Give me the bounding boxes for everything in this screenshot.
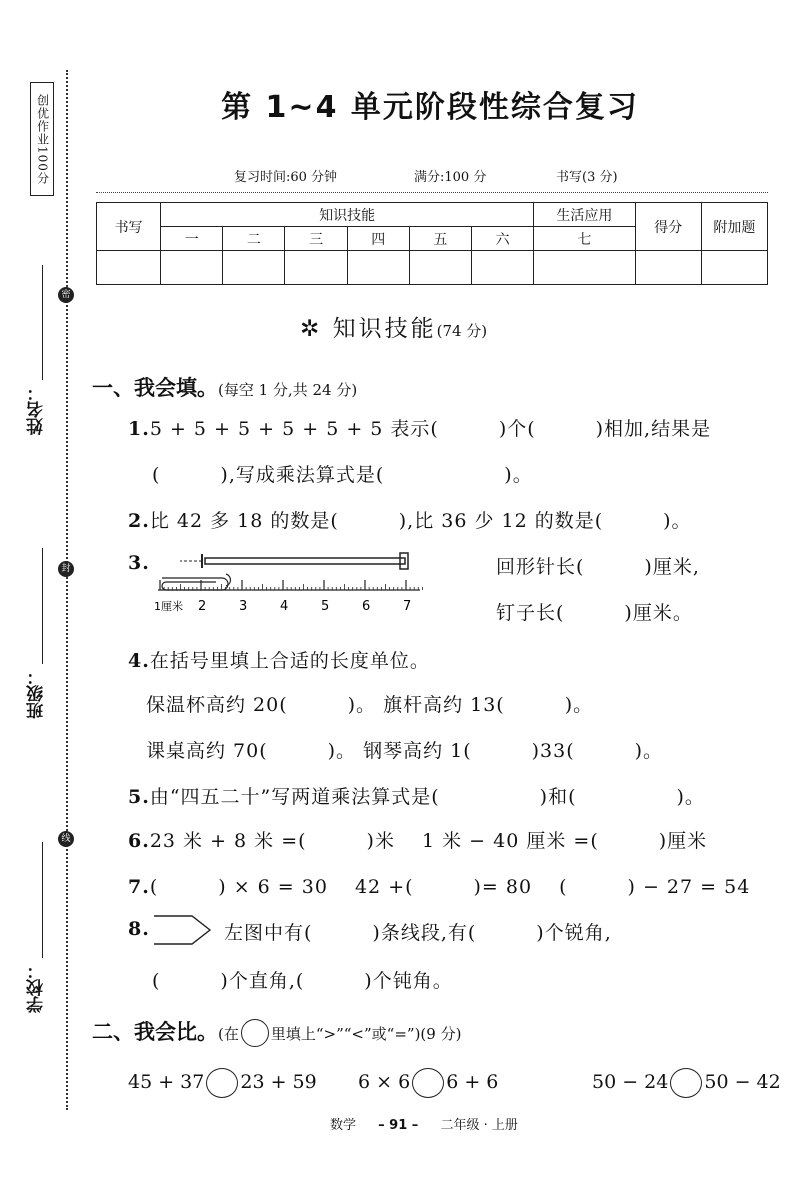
writing-score: 书写(3 分) <box>556 170 618 185</box>
ruler-tick-4: 4 <box>280 599 289 614</box>
question-1-cont: ( ),写成乘法算式是( )。 <box>152 464 533 486</box>
question-8-cont: ( )个直角,( )个钝角。 <box>152 970 453 992</box>
score-cell[interactable] <box>534 251 636 285</box>
name-label: 姓名： <box>27 384 47 435</box>
score-cell[interactable] <box>701 251 767 285</box>
compare-1-circle[interactable] <box>206 1068 238 1098</box>
col-q1: 一 <box>161 227 223 251</box>
col-score: 得分 <box>635 203 701 251</box>
col-knowledge: 知识技能 <box>161 203 534 227</box>
compare-2 <box>358 1068 498 1098</box>
ruler-tick-2: 2 <box>198 599 207 614</box>
part1-note: (每空 1 分,共 24 分) <box>218 381 358 399</box>
col-q3: 三 <box>285 227 347 251</box>
compare-1-left: 45 + 37 <box>128 1071 205 1093</box>
page-title: 第 1~4 单元阶段性综合复习 <box>221 90 639 125</box>
q8-number: 8. <box>128 918 150 940</box>
compare-circle-icon <box>241 1019 269 1047</box>
ruler-figure <box>150 548 430 618</box>
compare-3-circle[interactable] <box>670 1068 702 1098</box>
school-field-line[interactable] <box>42 842 43 958</box>
binding-dotted-line <box>66 70 68 1110</box>
col-q6: 六 <box>472 227 534 251</box>
col-q5: 五 <box>409 227 471 251</box>
question-8-text: 左图中有( )条线段,有( )个锐角, <box>224 922 612 944</box>
name-field-line[interactable] <box>42 265 43 380</box>
part1-title: 一、我会填。 <box>92 376 218 400</box>
compare-2-right: 6 + 6 <box>446 1071 499 1093</box>
col-life: 生活应用 <box>534 203 636 227</box>
compare-3 <box>592 1068 781 1098</box>
q5-text: 由“四五二十”写两道乘法算式是( )和( )。 <box>149 786 705 808</box>
score-cell[interactable] <box>97 251 161 285</box>
score-cell[interactable] <box>635 251 701 285</box>
footer-page-number: – 91 – <box>378 1118 419 1133</box>
q7-text: ( ) × 6 = 30 42 +( )= 80 ( ) − 27 = 54 <box>149 876 751 898</box>
q3-number: 3. <box>128 552 150 574</box>
q5-number: 5. <box>128 786 150 808</box>
score-cell[interactable] <box>161 251 223 285</box>
question-4-line1: 保温杯高约 20( )。 旗杆高约 13( )。 <box>146 694 594 716</box>
q4-text: 在括号里填上合适的长度单位。 <box>149 650 430 672</box>
ruler-tick-5: 5 <box>321 599 330 614</box>
part2-note-a: (在 <box>218 1025 239 1043</box>
full-score: 满分:100 分 <box>414 170 487 185</box>
score-cell[interactable] <box>223 251 285 285</box>
part1-heading <box>92 372 357 402</box>
header-divider <box>96 192 768 193</box>
col-writing: 书写 <box>97 203 161 251</box>
page-footer <box>330 1114 518 1133</box>
question-5 <box>128 782 705 809</box>
question-4 <box>128 646 430 673</box>
review-time: 复习时间:60 分钟 <box>234 170 338 185</box>
ruler-tick-7: 7 <box>403 599 412 614</box>
ruler-tick-3: 3 <box>239 599 248 614</box>
brand-logo: 创优作业100分 <box>30 82 54 196</box>
question-7 <box>128 872 750 899</box>
footer-subject: 数学 <box>330 1118 357 1133</box>
class-field-line[interactable] <box>42 548 43 664</box>
class-label: 班级： <box>27 668 47 719</box>
q4-number: 4. <box>128 650 150 672</box>
q1-text: 5 + 5 + 5 + 5 + 5 + 5 表示( )个( )相加,结果是 <box>149 418 712 440</box>
seal-mark-xian: 线 <box>58 831 74 847</box>
compare-3-left: 50 − 24 <box>592 1071 669 1093</box>
q6-number: 6. <box>128 830 150 852</box>
part2-note-b: 里填上“>”“<”或“=”)(9 分) <box>270 1025 462 1043</box>
ruler-tick-labels <box>154 599 411 614</box>
q1-number: 1. <box>128 418 150 440</box>
compare-1 <box>128 1068 317 1098</box>
ruler-tick-6: 6 <box>362 599 371 614</box>
compare-3-right: 50 − 42 <box>704 1071 781 1093</box>
score-cell[interactable] <box>409 251 471 285</box>
score-cell[interactable] <box>347 251 409 285</box>
q2-number: 2. <box>128 510 150 532</box>
section-heading <box>300 310 487 343</box>
score-cell[interactable] <box>285 251 347 285</box>
col-q7: 七 <box>534 227 636 251</box>
compare-2-left: 6 × 6 <box>358 1071 411 1093</box>
footer-grade: 二年级 · 上册 <box>440 1118 518 1133</box>
score-cell[interactable] <box>472 251 534 285</box>
section-title: 知识技能 <box>332 316 437 342</box>
q2-text: 比 42 多 18 的数是( ),比 36 少 12 的数是( )。 <box>149 510 692 532</box>
question-1 <box>128 414 711 441</box>
seal-mark-feng: 封 <box>58 561 74 577</box>
angle-figure <box>150 912 216 948</box>
part2-title: 二、我会比。 <box>92 1020 218 1044</box>
q7-number: 7. <box>128 876 150 898</box>
compare-1-right: 23 + 59 <box>240 1071 317 1093</box>
question-3-nail: 钉子长( )厘米。 <box>496 602 693 624</box>
score-table <box>96 202 768 285</box>
question-3-clip: 回形针长( )厘米, <box>496 556 700 578</box>
nail-icon <box>180 553 408 569</box>
col-bonus: 附加题 <box>701 203 767 251</box>
ruler-tick-1: 1厘米 <box>154 600 183 613</box>
section-points: (74 分) <box>436 322 488 340</box>
star-icon: ✲ <box>300 316 323 342</box>
compare-2-circle[interactable] <box>412 1068 444 1098</box>
school-label: 学校： <box>27 962 47 1013</box>
q6-text: 23 米 + 8 米 =( )米 1 米 − 40 厘米 =( )厘米 <box>149 830 708 852</box>
question-2 <box>128 506 692 533</box>
question-4-line2: 课桌高约 70( )。 钢琴高约 1( )33( )。 <box>146 740 664 762</box>
col-q2: 二 <box>223 227 285 251</box>
question-8 <box>128 918 150 940</box>
question-6 <box>128 826 707 853</box>
question-3 <box>128 552 150 574</box>
col-q4: 四 <box>347 227 409 251</box>
part2-heading <box>92 1016 461 1047</box>
seal-mark-mi: 密 <box>58 287 74 303</box>
